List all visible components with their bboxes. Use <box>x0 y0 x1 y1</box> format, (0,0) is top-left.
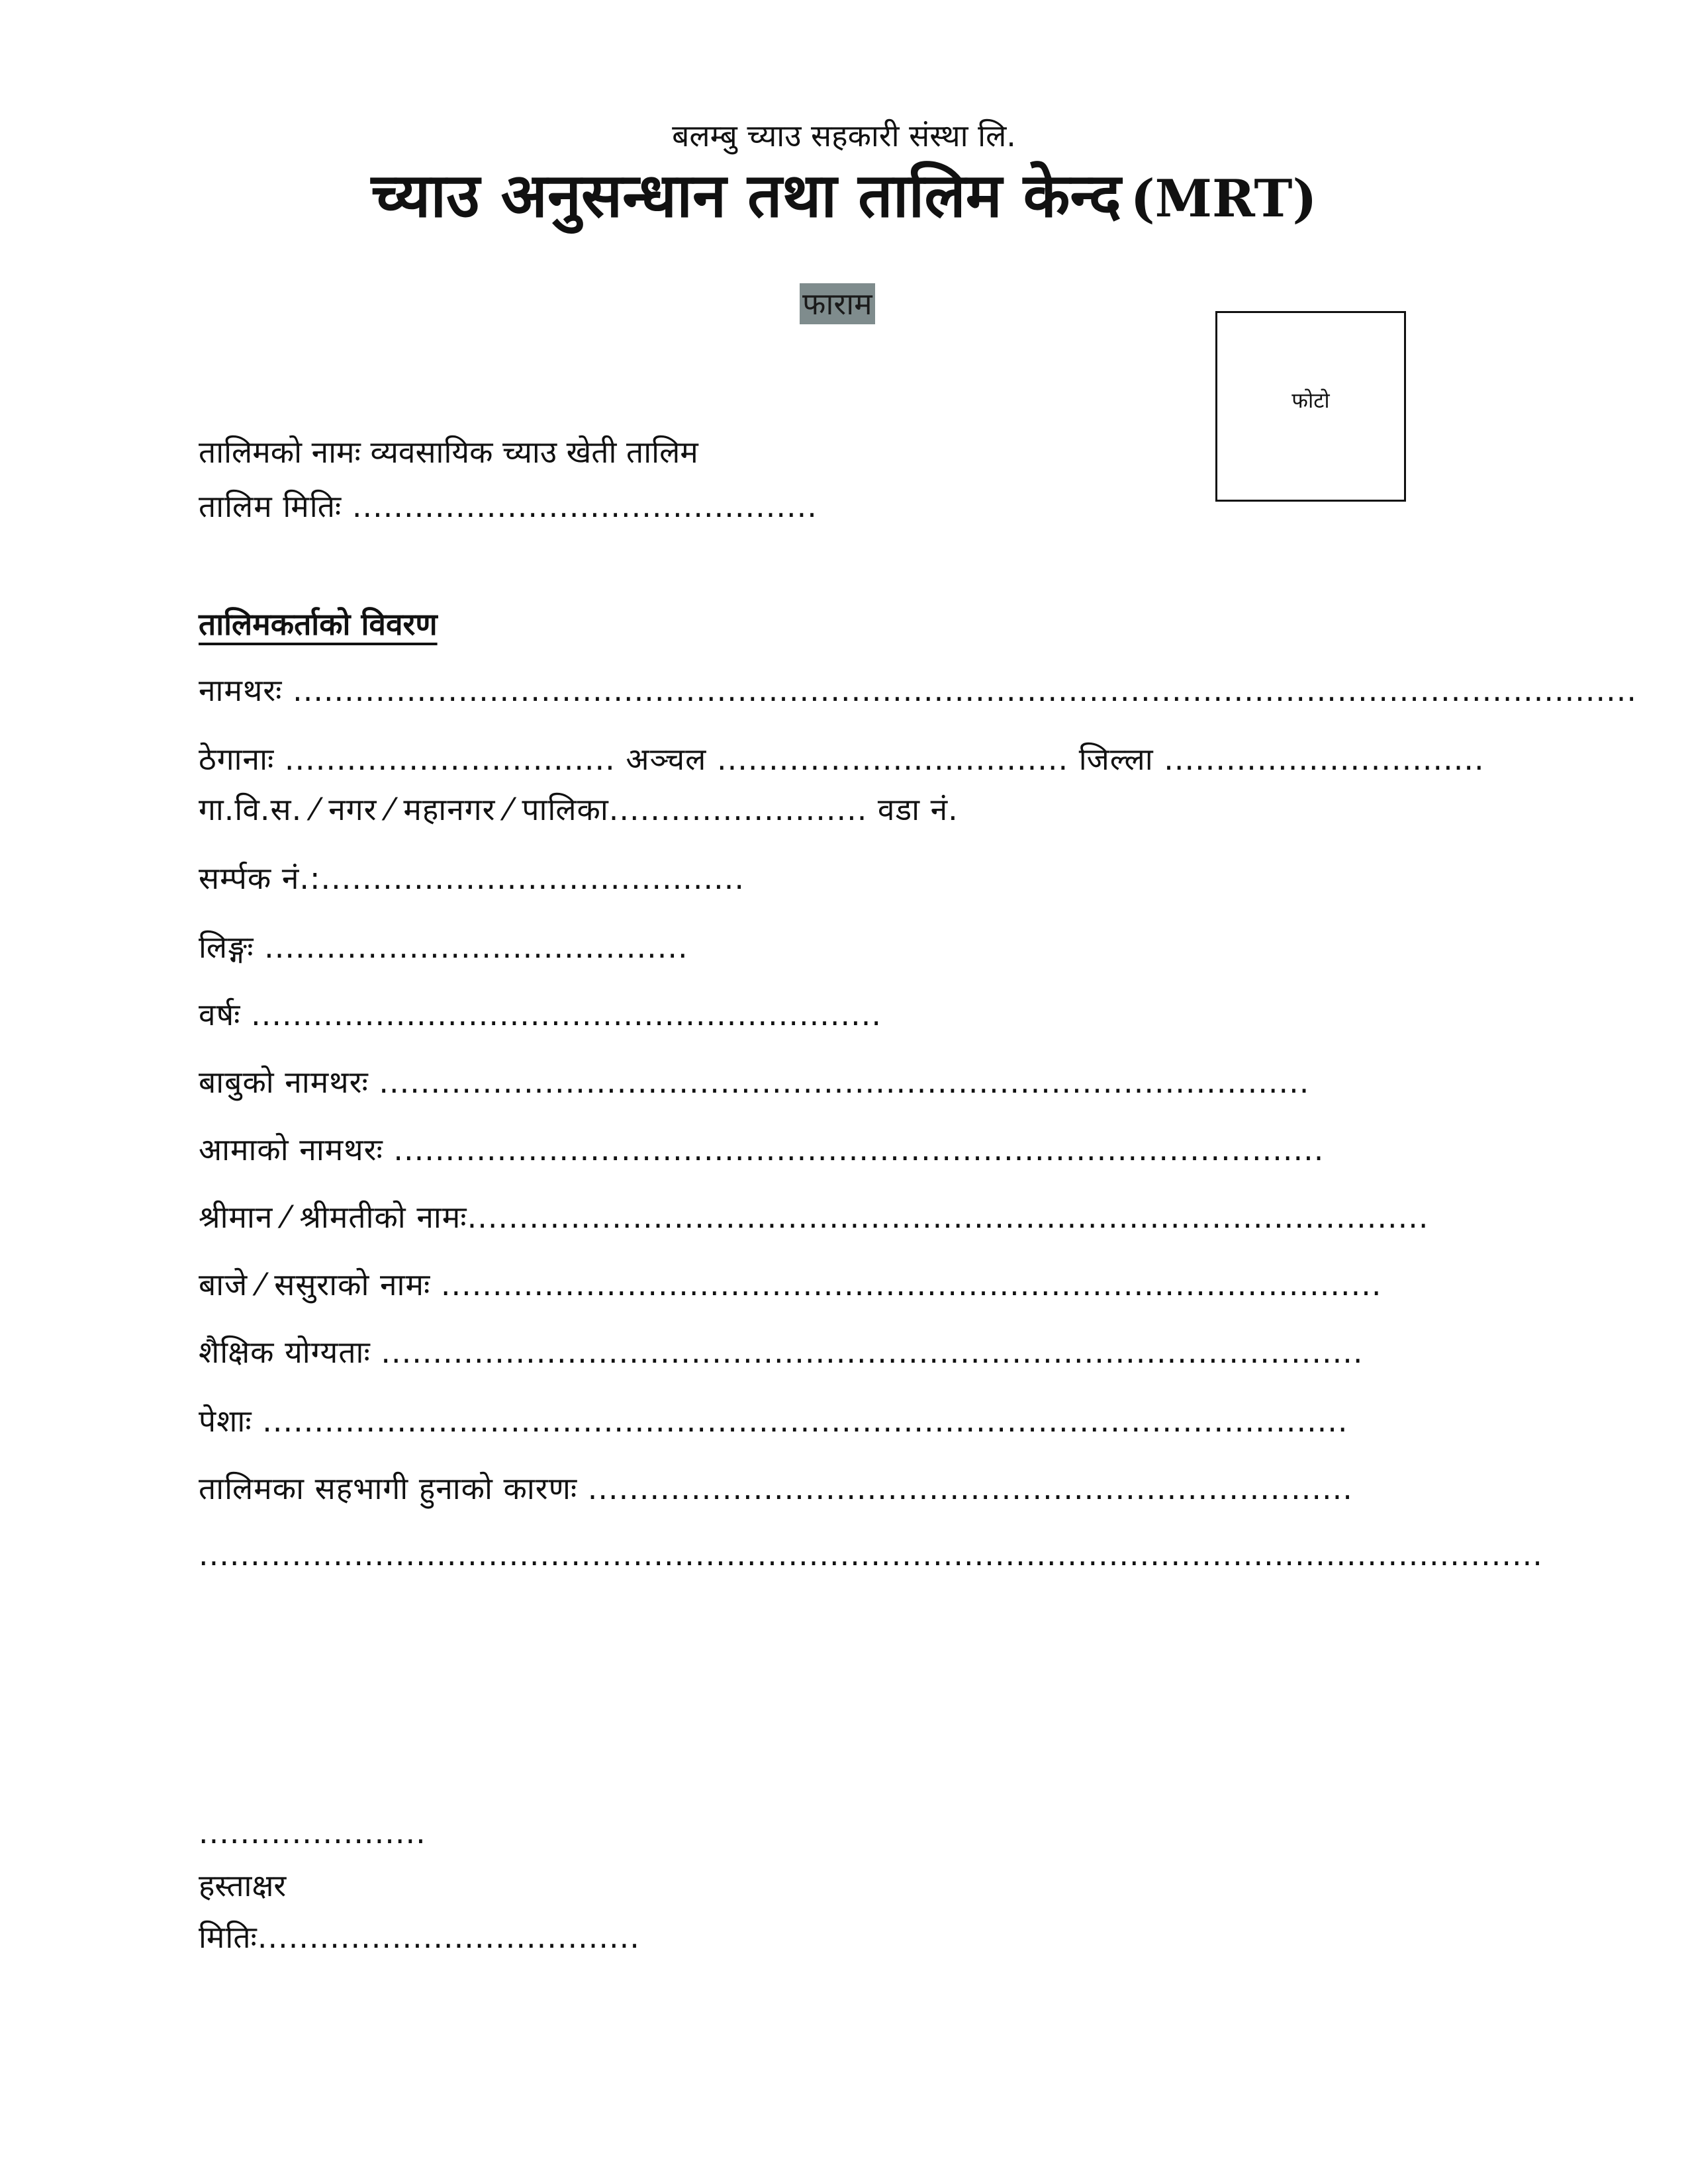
photo-box <box>1215 311 1406 502</box>
signature-label: हस्ताक्षर <box>199 1868 287 1903</box>
municipality-field[interactable]: गा.वि.स. ⁄ नगर ⁄ महानगर ⁄ पालिका......................... वडा नं. <box>199 792 959 827</box>
contact-field[interactable]: सर्म्पक नं.:......................................... <box>199 860 745 896</box>
age-field[interactable]: वर्षः ............................................................. <box>199 997 882 1032</box>
training-date-field[interactable]: तालिम मितिः ............................................. <box>199 488 818 524</box>
form-label: फाराम <box>800 283 875 324</box>
section-heading: तालिमकर्ताको विवरण <box>199 606 438 642</box>
title-text: च्याउ अनुसन्धान तथा तालिम केन्द <box>371 160 1121 231</box>
signature-date-field[interactable]: मितिः..................................... <box>199 1919 640 1955</box>
reason-continued-field[interactable]: .................................................................................................................................. <box>199 1537 1543 1572</box>
gender-field[interactable]: लिङ्गः ......................................... <box>199 929 688 965</box>
full-name-field[interactable]: नामथरः .................................................................................................................................. <box>199 672 1637 708</box>
training-name: तालिमको नामः व्यवसायिक च्याउ खेती तालिम <box>199 434 698 470</box>
spouse-name-field[interactable]: श्रीमान ⁄ श्रीमतीको नामः............................................................................................. <box>199 1199 1429 1235</box>
father-name-field[interactable]: बाबुको नामथरः .......................................................................................... <box>199 1064 1310 1100</box>
title-abbreviation: (MRT) <box>1130 169 1317 229</box>
mother-name-field[interactable]: आमाको नामथरः .......................................................................................... <box>199 1132 1325 1167</box>
page-title <box>0 160 1688 231</box>
address-field[interactable]: ठेगानाः ................................ अञ्चल .................................. जिल्ला ............................... <box>199 741 1485 777</box>
signature-line[interactable]: ...................... <box>199 1815 426 1850</box>
organization-name: बलम्बु च्याउ सहकारी संस्था लि. <box>672 118 1016 154</box>
education-field[interactable]: शैक्षिक योग्यताः ............................................................................................... <box>199 1334 1364 1370</box>
grandfather-name-field[interactable]: बाजे ⁄ ससुराको नामः ........................................................................................... <box>199 1267 1382 1302</box>
photo-label: फोटो <box>1291 388 1330 413</box>
reason-field[interactable]: तालिमका सहभागी हुनाको कारणः .......................................................................... <box>199 1471 1353 1506</box>
occupation-field[interactable]: पेशाः ......................................................................................................... <box>199 1403 1348 1439</box>
